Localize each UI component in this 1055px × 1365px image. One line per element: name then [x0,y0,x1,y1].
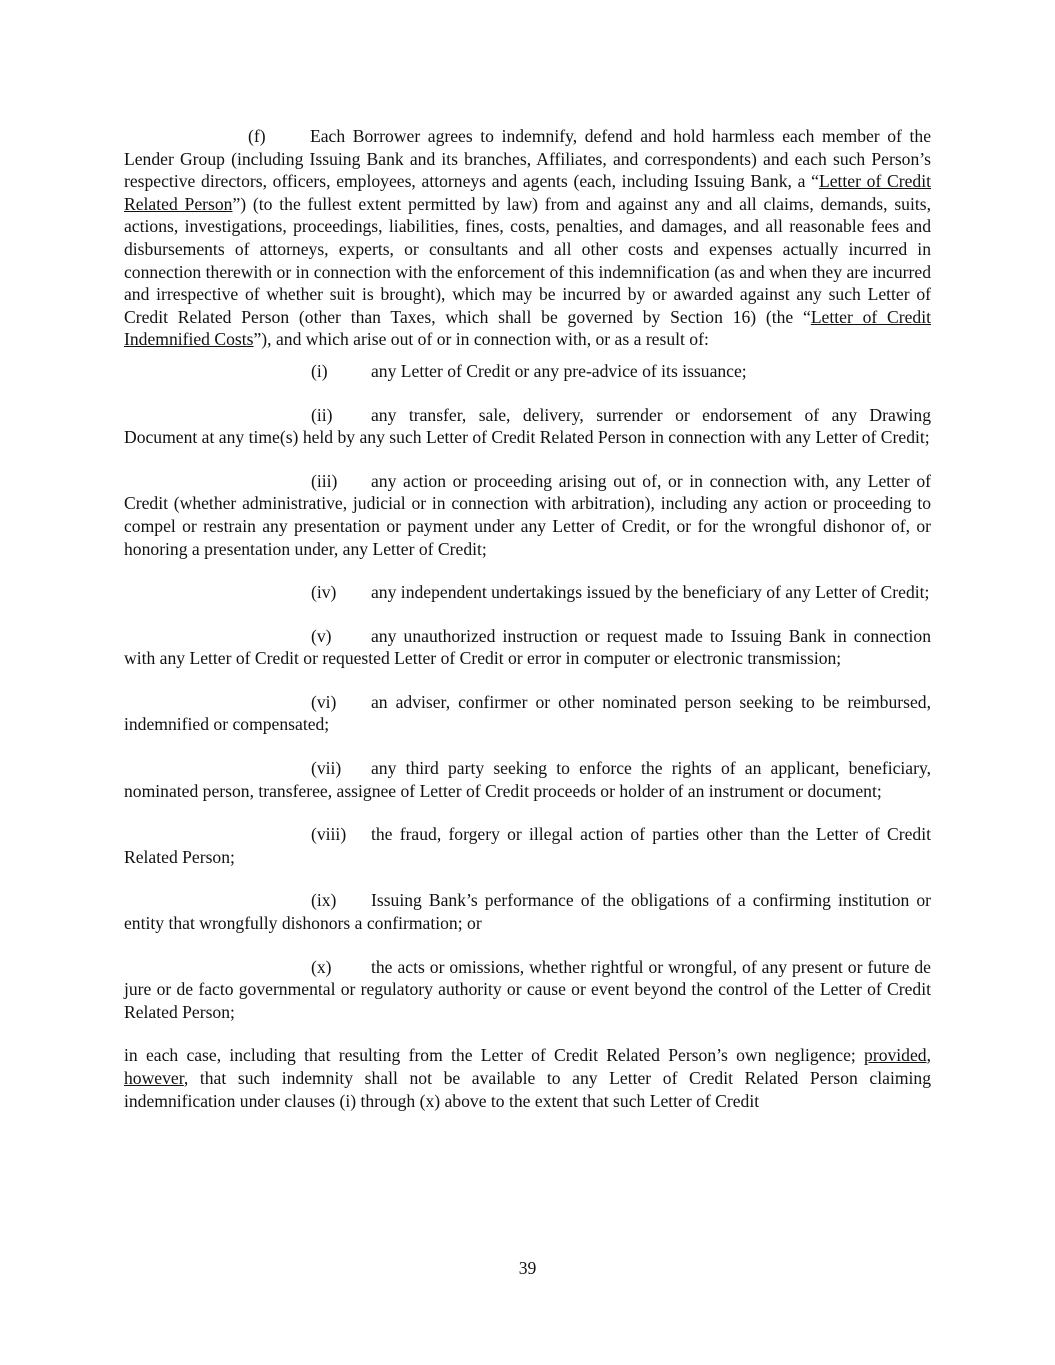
provided-term: provided [864,1045,927,1066]
clause-ix [124,889,931,934]
clause-iv [124,581,931,604]
clause-text: Issuing Bank’s performance of the obligations of a confirming institution or entity that wrongfully dishonors a confirmation; or [124,890,931,934]
document-page [124,125,931,1112]
clause-iii [124,470,931,560]
clause-label: (viii) [311,824,347,845]
clause-label: (ii) [311,404,333,425]
paragraph-text: in each case, including that resulting from the Letter of Credit Related Person’s own negligence; [124,1045,865,1066]
clause-text: any Letter of Credit or any pre-advice of its issuance; [371,360,747,381]
clause-label: (vii) [311,758,342,779]
clause-label: (x) [311,956,332,977]
clause-label: (ix) [311,890,337,911]
paragraph-text: ”), and which arise out of or in connection with, or as a result of: [253,329,709,350]
clause-text: any transfer, sale, delivery, surrender or endorsement of any Drawing Document at any time(s) held by any such Letter of Credit Related Person in connection with any Letter of Credit; [124,404,931,448]
clause-label: (i) [311,360,328,381]
clause-i [124,360,931,383]
however-term: however [124,1068,184,1088]
clause-ii [124,404,931,449]
clause-text: any action or proceeding arising out of, or in connection with, any Letter of Credit (whether administrative, judicial or in connection with arbitration), including any action or proceeding to compel or restrain any presentation or payment under any Letter of Credit, or for the wrongful dishonor of, or honoring a presentation under, any Letter of Credit; [124,470,931,559]
clause-text: any third party seeking to enforce the rights of an applicant, beneficiary, nominated person, transferee, assignee of Letter of Credit proceeds or holder of an instrument or document; [124,758,931,801]
clause-label: (vi) [311,691,337,712]
clause-x [124,956,931,1024]
defined-term-related-person: Letter of Credit Related Person [124,171,931,214]
clause-vii [124,757,931,802]
paragraph-label: (f) [248,126,266,146]
clause-viii [124,823,931,868]
page-number: 39 [518,1258,537,1278]
paragraph-text: Each Borrower agrees to indemnify, defend and hold harmless each member of the Lender Group (including Issuing Bank and its branches, Affiliates, and correspondents) and each such Person’s respective directors, officers, employees, attorneys and agents (each, including Issuing Bank, a “ [124,126,931,192]
closing-paragraph [124,1044,931,1112]
paragraph-text: ”) (to the fullest extent permitted by law) from and against any and all claims, demands, suits, actions, investigations, proceedings, liabilities, fines, costs, penalties, and damages, and all reasonable fees and disbursements of attorneys, experts, or consultants and all other costs and expenses actually incurred in connection therewith or in connection with the enforcement of this indemnification (as and when they are incurred and irrespective of whether suit is brought), which may be incurred by or awarded against any such Letter of Credit Related Person (other than Taxes, which shall be governed by Section 16) (the “ [124,193,931,327]
clause-text: any unauthorized instruction or request made to Issuing Bank in connection with any Letter of Credit or requested Letter of Credit or error in computer or electronic transmission; [124,625,931,669]
clause-label: (v) [311,625,332,646]
clause-text: the acts or omissions, whether rightful or wrongful, of any present or future de jure or de facto governmental or regulatory authority or cause or event beyond the control of the Letter of Credit Related Person; [124,956,931,1022]
clause-text: an adviser, confirmer or other nominated person seeking to be reimbursed, indemnified or compensated; [124,691,931,735]
paragraph-text: , that such indemnity shall not be available to any Letter of Credit Related Person claiming indemnification under clauses (i) through (x) above to the extent that such Letter of Credit [124,1068,931,1111]
clause-v [124,625,931,670]
clause-text: any independent undertakings issued by the beneficiary of any Letter of Credit; [371,582,930,603]
defined-term-indemnified-costs: Letter of Credit Indemnified Costs [124,306,931,350]
clause-text: the fraud, forgery or illegal action of parties other than the Letter of Credit Related Person; [124,824,931,867]
paragraph-text: , [926,1045,931,1066]
clause-vi [124,691,931,736]
clause-label: (iv) [311,582,337,603]
paragraph-f [124,125,931,351]
clause-label: (iii) [311,470,338,491]
